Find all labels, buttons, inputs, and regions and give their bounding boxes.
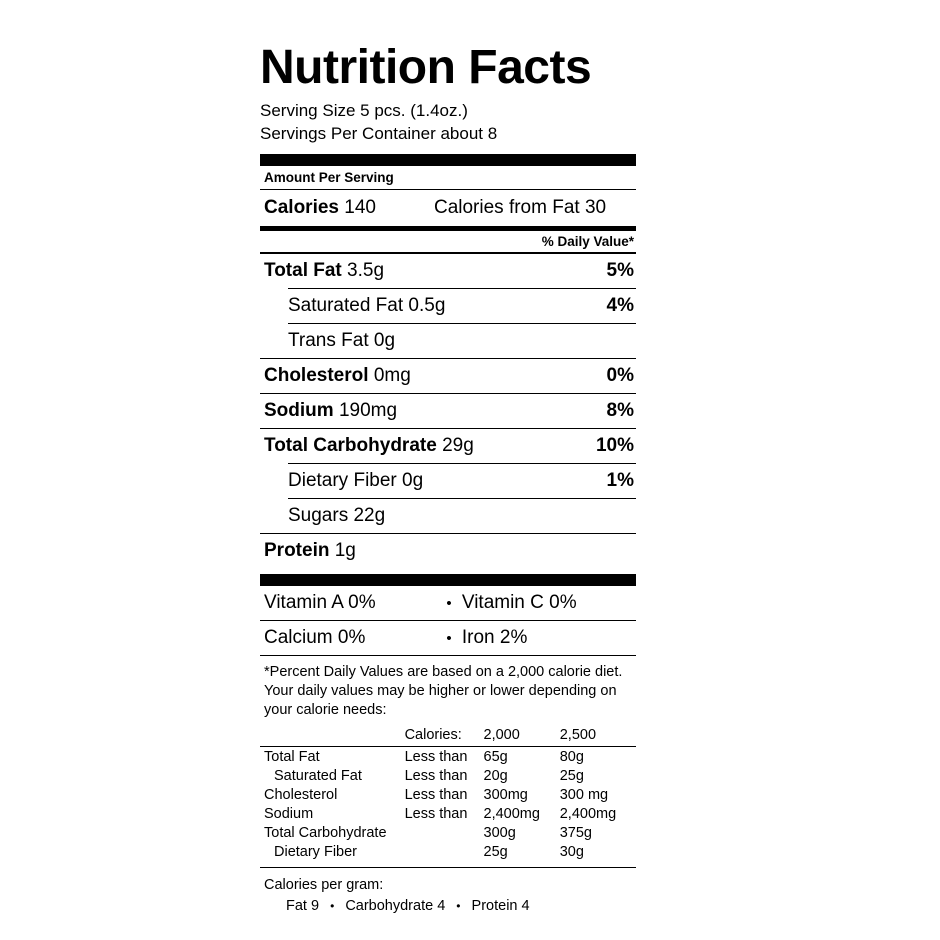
nutrient-row — [260, 534, 636, 568]
nutrient-row — [260, 394, 636, 428]
nutrient-amount: 3.5g — [347, 259, 385, 281]
nutrient-amount: 29g — [442, 434, 474, 456]
amount-per-serving-label: Amount Per Serving — [264, 169, 394, 185]
nutrient-name: Sodium — [264, 399, 334, 421]
row-less-than — [405, 823, 484, 842]
row-name: Saturated Fat — [274, 767, 362, 784]
vitamin-left: Vitamin A 0% — [264, 591, 376, 613]
vitamin-right: Iron 2% — [461, 626, 528, 648]
daily-value-footnote: *Percent Daily Values are based on a 2,000 calorie diet. Your daily values may be higher or lower depending on your calorie needs: — [264, 664, 623, 719]
daily-values-table — [260, 726, 636, 862]
row-name: Total Carbohydrate — [264, 824, 387, 841]
row-name: Sodium — [264, 805, 314, 822]
row-value-2000: 2,400mg — [483, 805, 540, 822]
nutrient-amount: 0.5g — [408, 294, 446, 316]
page-title: Nutrition Facts — [260, 41, 592, 94]
nutrient-row — [260, 429, 636, 463]
bullet-icon: • — [446, 629, 452, 647]
row-value-2500: 80g — [559, 748, 584, 765]
row-name: Total Fat — [264, 748, 320, 765]
nutrient-name: Dietary Fiber — [288, 469, 397, 491]
row-value-2000: 20g — [483, 767, 508, 784]
nutrient-row — [260, 464, 636, 498]
nutrient-amount: 190mg — [338, 399, 398, 421]
divider-thick-top — [260, 154, 636, 166]
row-name: Dietary Fiber — [274, 843, 357, 860]
vitamin-row — [260, 621, 636, 655]
nutrient-name: Cholesterol — [264, 364, 369, 386]
vitamin-left: Calcium 0% — [264, 626, 366, 648]
table-row — [260, 747, 636, 766]
table-row — [260, 785, 636, 804]
nutrient-amount: 0g — [373, 329, 396, 351]
row-value-2500: 2,400mg — [559, 805, 617, 822]
calories-from-fat: Calories from Fat 30 — [433, 197, 607, 219]
row-value-2000: 65g — [483, 748, 508, 765]
table-row — [260, 766, 636, 785]
calories-label: Calories — [264, 197, 339, 219]
calories-per-gram-label: Calories per gram: — [264, 877, 384, 894]
row-less-than: Less than — [404, 786, 468, 803]
row-value-2000: 25g — [483, 843, 508, 860]
table-header-2000: 2,000 — [483, 727, 520, 744]
calories-per-gram-protein: Protein 4 — [471, 897, 530, 914]
bullet-icon: • — [330, 898, 335, 913]
nutrient-dv: 5% — [606, 259, 634, 281]
table-header-calories: Calories: — [404, 727, 462, 744]
row-value-2500: 25g — [559, 767, 584, 784]
row-name: Cholesterol — [264, 786, 338, 803]
calories-per-gram-items — [264, 896, 636, 916]
nutrient-row — [260, 359, 636, 393]
nutrient-dv: 10% — [595, 434, 634, 456]
vitamin-right: Vitamin C 0% — [461, 591, 577, 613]
nutrient-amount: 0mg — [373, 364, 411, 386]
table-row — [260, 842, 636, 861]
nutrient-name: Total Carbohydrate — [264, 434, 437, 456]
bullet-icon: • — [446, 594, 452, 612]
nutrient-amount: 0g — [402, 469, 424, 491]
row-less-than — [405, 842, 484, 861]
row-value-2500: 375g — [559, 824, 592, 841]
nutrient-dv: 1% — [606, 469, 634, 491]
table-header-row — [260, 726, 636, 747]
divider-thick-vitamins — [260, 574, 636, 586]
nutrient-name: Total Fat — [264, 259, 342, 281]
row-less-than: Less than — [404, 805, 468, 822]
row-less-than: Less than — [404, 748, 468, 765]
serving-size-text: Serving Size 5 pcs. (1.4oz.) — [260, 101, 468, 120]
calories-per-gram-carb: Carbohydrate 4 — [345, 897, 446, 914]
table-row — [260, 823, 636, 842]
bullet-icon: • — [456, 898, 461, 913]
nutrient-name: Trans Fat — [288, 329, 369, 351]
calories-per-gram-block — [260, 868, 636, 916]
daily-value-header: % Daily Value* — [541, 234, 634, 250]
nutrient-name: Saturated Fat — [288, 294, 404, 316]
row-value-2500: 30g — [559, 843, 584, 860]
nutrient-dv: 0% — [606, 364, 634, 386]
nutrient-row — [260, 499, 636, 533]
table-header-blank — [260, 726, 405, 747]
nutrient-amount: 1g — [334, 539, 356, 561]
nutrient-row — [260, 289, 636, 323]
nutrition-facts-panel — [260, 41, 636, 916]
row-less-than: Less than — [404, 767, 468, 784]
calories-value: 140 — [344, 197, 376, 219]
nutrient-amount: 22g — [353, 504, 386, 526]
row-value-2000: 300mg — [483, 786, 528, 803]
table-header-2500: 2,500 — [559, 727, 597, 744]
vitamin-row — [260, 586, 636, 620]
nutrient-name: Protein — [264, 539, 330, 561]
servings-per-container-text: Servings Per Container about 8 — [260, 123, 498, 143]
nutrient-row — [260, 324, 636, 358]
table-row — [260, 804, 636, 823]
row-value-2500: 300 mg — [559, 786, 609, 803]
calories-per-gram-fat: Fat 9 — [286, 897, 320, 914]
calories-row — [260, 190, 636, 226]
nutrient-row — [260, 254, 636, 288]
nutrient-dv: 4% — [606, 294, 634, 316]
row-value-2000: 300g — [483, 824, 516, 841]
nutrient-dv: 8% — [606, 399, 634, 421]
nutrient-name: Sugars — [288, 504, 349, 526]
